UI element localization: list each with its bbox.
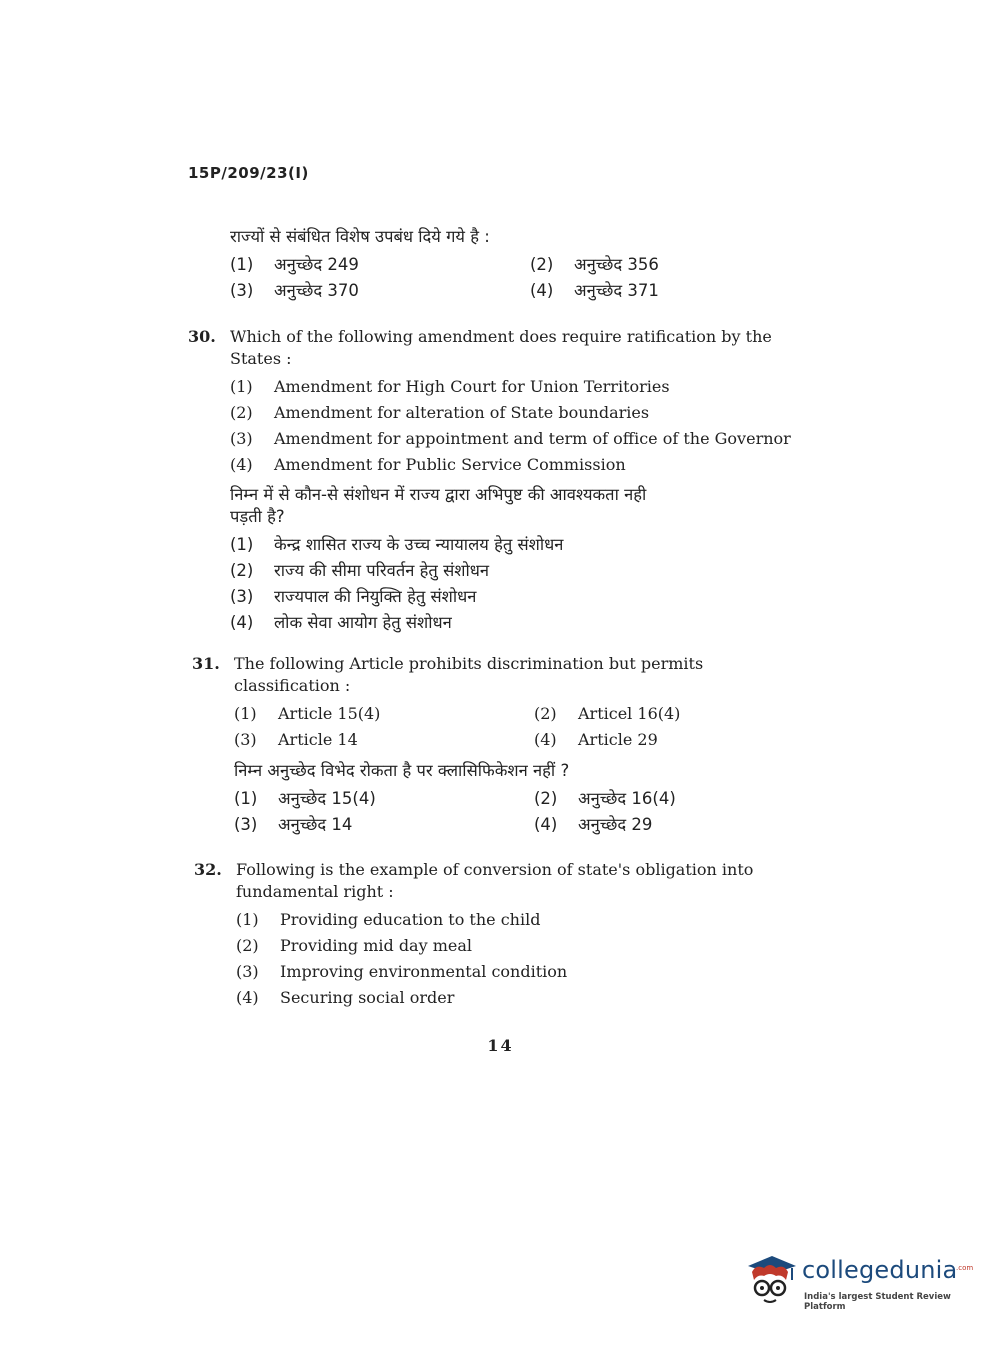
q29-hindi-stem: राज्यों से संबंधित विशेष उपबंध दिये गये है : — [230, 227, 490, 246]
question-31 — [192, 653, 834, 753]
q31-hindi-block — [234, 760, 834, 838]
option: (4) Securing social order — [236, 988, 455, 1007]
q31-hindi-options-row-2 — [234, 812, 834, 838]
q30-stem-line-2: States : — [230, 349, 292, 368]
q31-hindi-options-row-1 — [234, 786, 834, 812]
q32-stem-line-2: fundamental right : — [236, 882, 394, 901]
question-number: 30. — [188, 327, 216, 346]
option: (2) अनुच्छेद 16(4) — [534, 789, 676, 808]
q31-options-row-2 — [234, 727, 834, 753]
q30-hindi-stem-line-2: पड़ती है? — [230, 507, 285, 526]
q32-stem: 32. Following is the example of conversion of state's obligation into — [194, 860, 754, 879]
brand-tagline: India's largest Student Review Platform — [804, 1292, 951, 1312]
option: (2) Articel 16(4) — [534, 704, 681, 723]
option: (2) अनुच्छेद 356 — [530, 255, 659, 274]
mascot-icon — [742, 1252, 798, 1308]
option: (1) Amendment for High Court for Union Territories — [230, 377, 670, 396]
option: (4) लोक सेवा आयोग हेतु संशोधन — [230, 613, 452, 632]
q29-hindi-options-row-1 — [230, 252, 659, 278]
option: (3) Improving environmental condition — [236, 962, 568, 981]
paper-code: 15P/209/23(I) — [188, 164, 309, 182]
option: (3) राज्यपाल की नियुक्ति हेतु संशोधन — [230, 587, 477, 606]
q29-hindi-block — [230, 226, 659, 304]
q30-stem: 30. Which of the following amendment does require ratification by the — [188, 327, 772, 346]
q31-hindi-stem: निम्न अनुच्छेद विभेद रोकता है पर क्लासिफिकेशन नहीं ? — [234, 761, 570, 780]
q31-stem: 31. The following Article prohibits discrimination but permits — [192, 654, 704, 673]
option: (2) Amendment for alteration of State boundaries — [230, 403, 650, 422]
option: (4) Amendment for Public Service Commission — [230, 455, 626, 474]
option: (4) Article 29 — [534, 730, 658, 749]
option: (3) अनुच्छेद 14 — [234, 815, 353, 834]
q31-options-row-1 — [234, 701, 834, 727]
page-number: 14 — [487, 1036, 514, 1055]
q29-hindi-options-row-2 — [230, 278, 659, 304]
option: (2) Providing mid day meal — [236, 936, 473, 955]
option: (2) राज्य की सीमा परिवर्तन हेतु संशोधन — [230, 561, 490, 580]
option: (1) Article 15(4) — [234, 704, 381, 723]
option: (4) अनुच्छेद 29 — [534, 815, 653, 834]
q30-hindi-stem-line-1: निम्न में से कौन-से संशोधन में राज्य द्वारा अभिपुष्ट की आवश्यकता नही — [230, 485, 647, 504]
option: (3) Article 14 — [234, 730, 358, 749]
collegedunia-logo — [742, 1246, 972, 1316]
option: (1) Providing education to the child — [236, 910, 541, 929]
option: (3) अनुच्छेद 370 — [230, 281, 359, 300]
q30-hindi-block — [230, 484, 830, 636]
brand-domain: .com — [956, 1264, 974, 1272]
option: (1) केन्द्र शासित राज्य के उच्च न्यायालय हेतु संशोधन — [230, 535, 564, 554]
question-number: 32. — [194, 860, 222, 879]
option: (4) अनुच्छेद 371 — [530, 281, 659, 300]
option: (1) अनुच्छेद 249 — [230, 255, 359, 274]
question-32 — [194, 859, 836, 1011]
q31-stem-line-2: classification : — [234, 676, 351, 695]
option: (3) Amendment for appointment and term of office of the Governor — [230, 429, 791, 448]
option: (1) अनुच्छेद 15(4) — [234, 789, 376, 808]
question-number: 31. — [192, 654, 220, 673]
brand-name: collegedunia — [802, 1256, 958, 1284]
question-30 — [188, 326, 830, 478]
